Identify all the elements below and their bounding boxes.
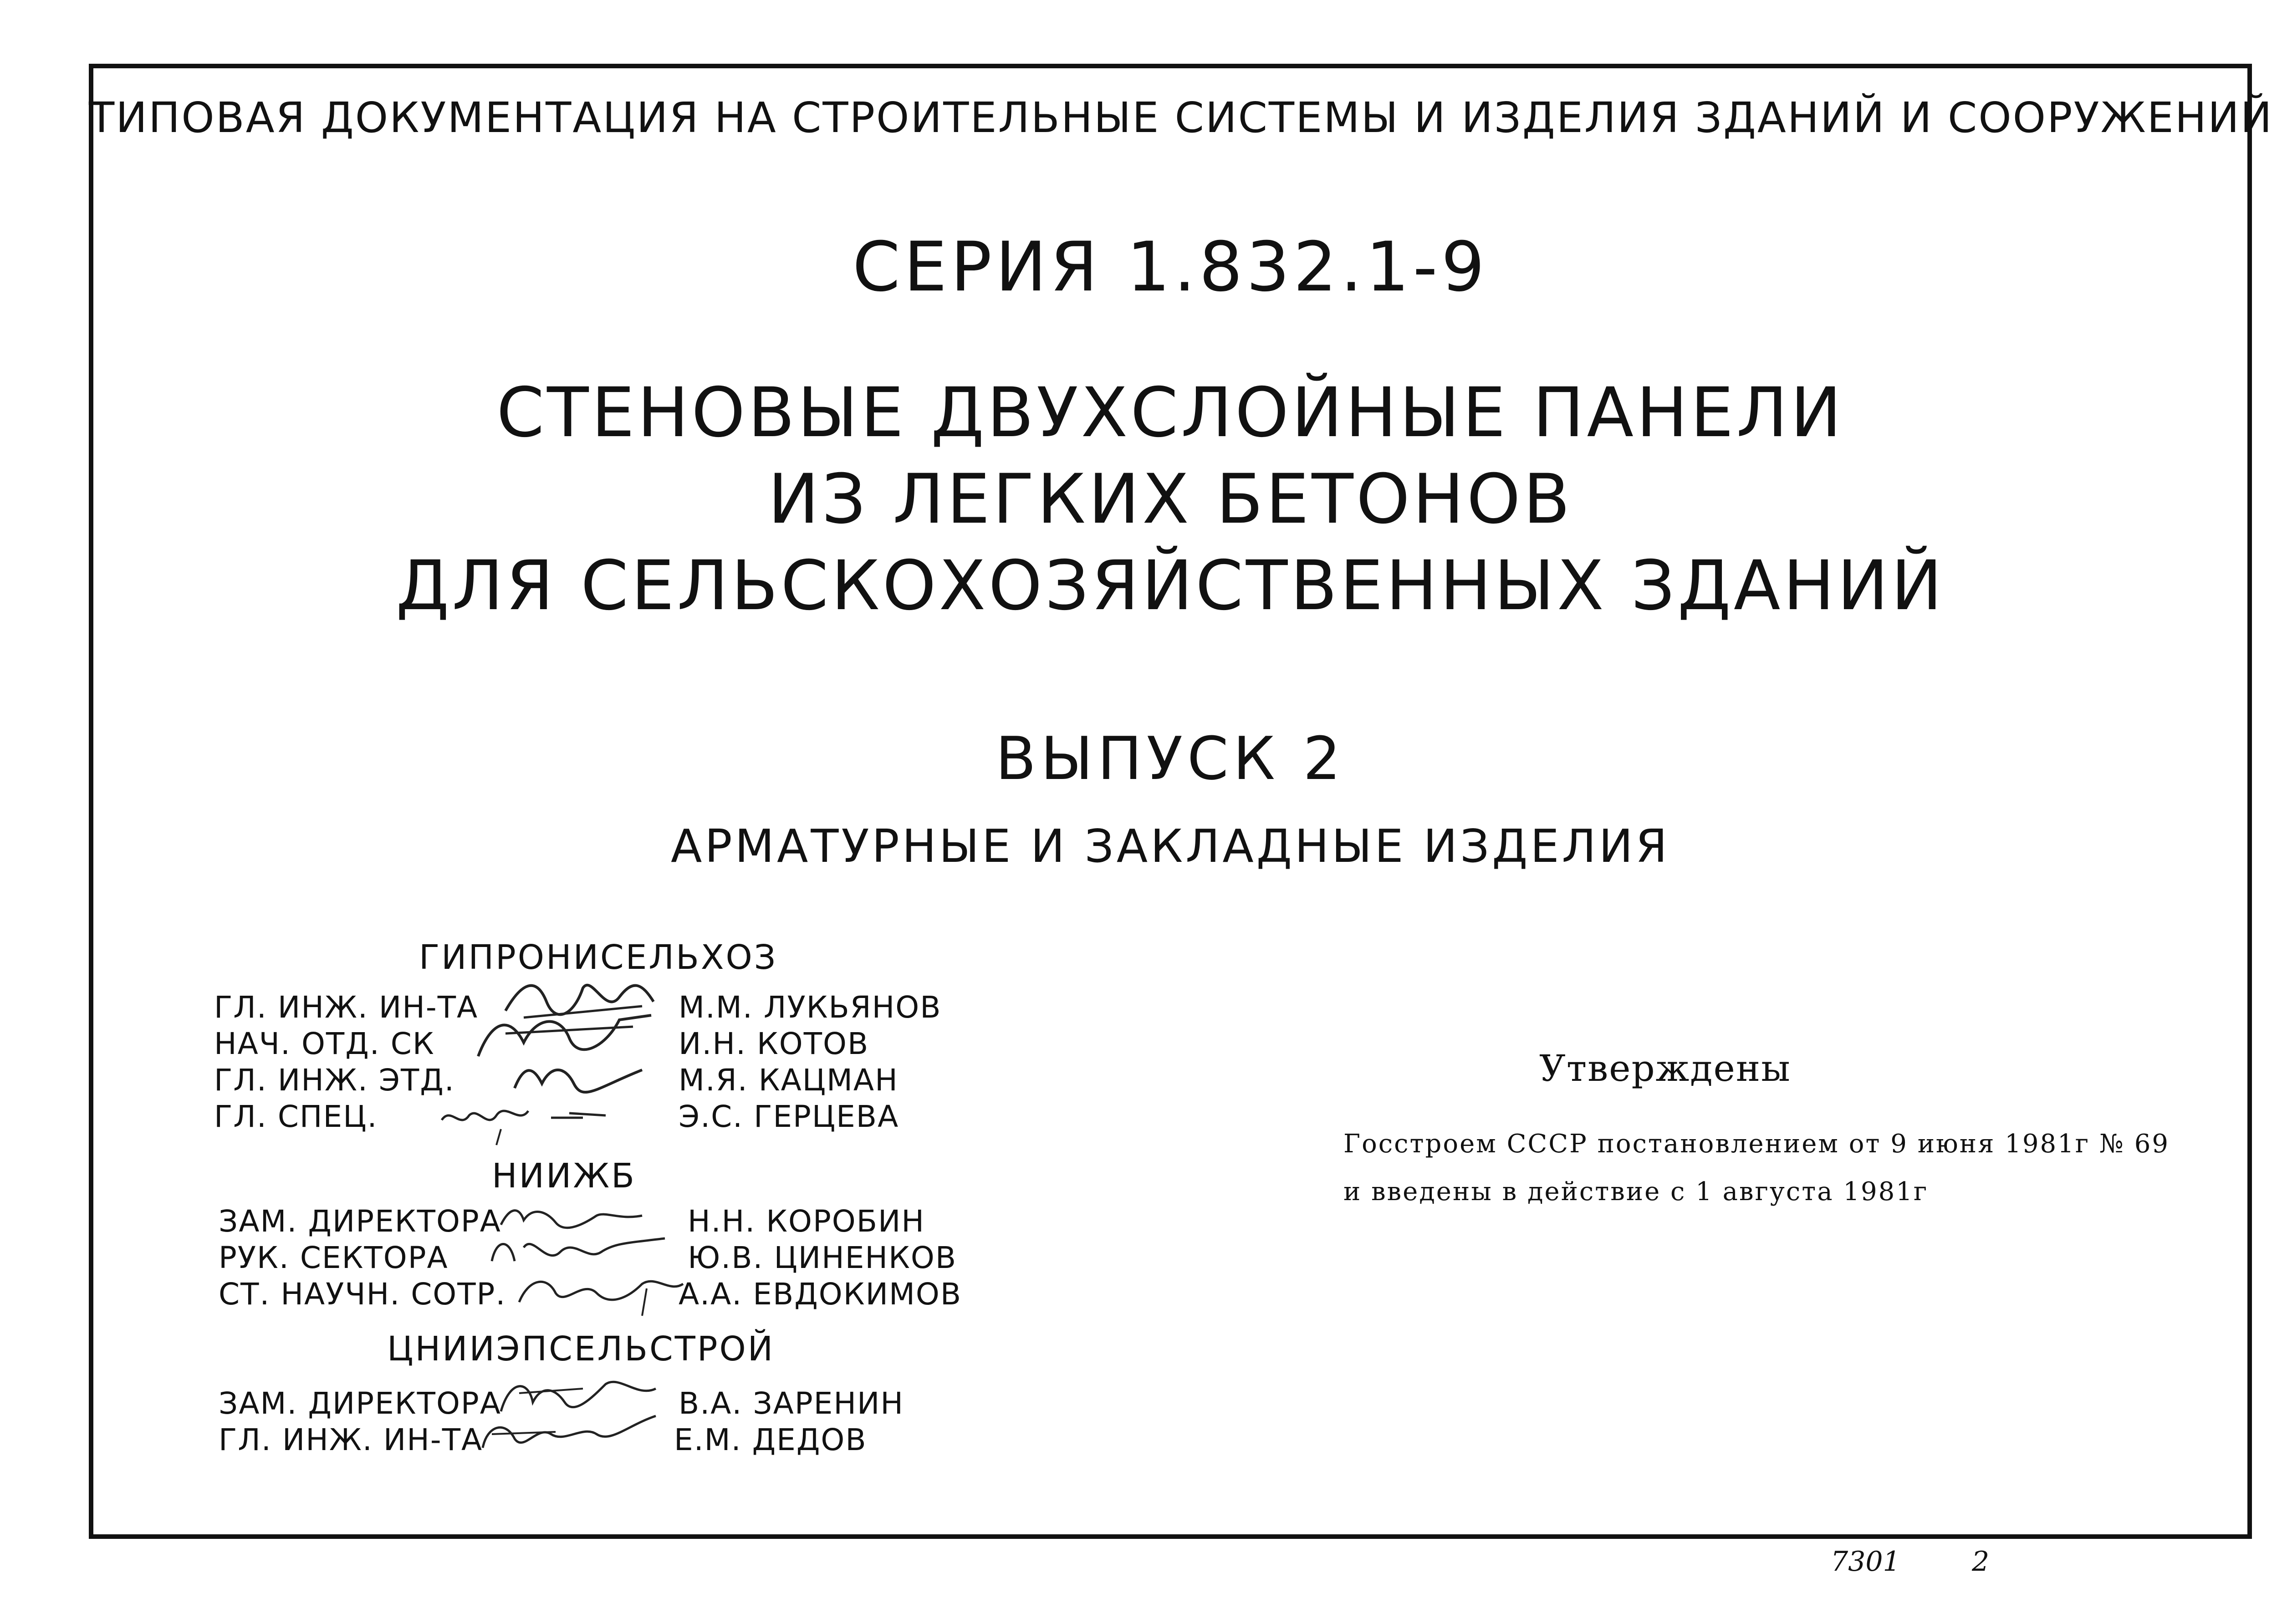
staff-name: И.Н. КОТОВ [679, 1026, 869, 1061]
staff-row [219, 1279, 993, 1311]
org-title-niizhb: НИИЖБ [492, 1156, 636, 1196]
staff-position: СТ. НАУЧН. СОТР. [219, 1277, 506, 1312]
staff-row [214, 1065, 988, 1097]
staff-name: Н.Н. КОРОБИН [688, 1204, 925, 1239]
staff-row [214, 1099, 988, 1134]
staff-name: Э.С. ГЕРЦЕВА [679, 1099, 899, 1134]
signature-icon [505, 1056, 651, 1097]
approval-title: Утверждены [1539, 1047, 1791, 1089]
document-header: ТИПОВАЯ ДОКУМЕНТАЦИЯ НА СТРОИТЕЛЬНЫЕ СИСТЕМЫ И ИЗДЕЛИЯ ЗДАНИЙ И СООРУЖЕНИЙ [89, 93, 2273, 142]
title-line-1: СТЕНОВЫЕ ДВУХСЛОЙНЫЕ ПАНЕЛИ [496, 373, 1844, 453]
staff-name: М.Я. КАЦМАН [679, 1063, 899, 1098]
staff-position: РУК. СЕКТОРА [219, 1240, 449, 1275]
staff-name: В.А. ЗАРЕНИН [679, 1386, 904, 1421]
staff-position: ЗАМ. ДИРЕКТОРА [219, 1204, 501, 1239]
issue-number: ВЫПУСК 2 [996, 724, 1345, 793]
staff-position: ГЛ. ИНЖ. ИН-ТА [214, 990, 479, 1025]
title-line-2: ИЗ ЛЕГКИХ БЕТОНОВ [768, 460, 1573, 539]
issue-subtitle: АРМАТУРНЫЕ И ЗАКЛАДНЫЕ ИЗДЕЛИЯ [670, 820, 1670, 873]
staff-position: ГЛ. СПЕЦ. [214, 1099, 378, 1134]
staff-position: ЗАМ. ДИРЕКТОРА [219, 1386, 501, 1421]
approval-line-2: и введены в действие с 1 августа 1981г [1343, 1177, 1929, 1207]
staff-name: М.М. ЛУКЬЯНОВ [679, 990, 942, 1025]
signature-icon [474, 1407, 665, 1461]
staff-name: Е.М. ДЕДОВ [674, 1422, 867, 1457]
page-number: 2 [1972, 1546, 1990, 1578]
staff-position: ГЛ. ИНЖ. ИН-ТА [219, 1422, 483, 1457]
staff-position: ГЛ. ИНЖ. ЭТД. [214, 1063, 455, 1098]
org-title-giproniselhoz: ГИПРОНИСЕЛЬХОЗ [419, 938, 778, 977]
staff-row [219, 1422, 993, 1457]
signature-icon [510, 1266, 692, 1320]
title-line-3: ДЛЯ СЕЛЬСКОХОЗЯЙСТВЕННЫХ ЗДАНИЙ [396, 546, 1945, 626]
series-number: СЕРИЯ 1.832.1-9 [852, 228, 1489, 307]
signature-icon [433, 1097, 624, 1147]
approval-line-1: Госстроем СССР постановлением от 9 июня 1981г № 69 [1343, 1129, 2170, 1159]
org-title-tsniiepselstroy: ЦНИИЭПСЕЛЬСТРОЙ [387, 1329, 775, 1369]
staff-name: Ю.В. ЦИНЕНКОВ [688, 1240, 957, 1275]
staff-position: НАЧ. ОТД. СК [214, 1026, 435, 1061]
staff-name: А.А. ЕВДОКИМОВ [679, 1277, 962, 1312]
sheet-code: 7301 [1831, 1546, 1900, 1578]
